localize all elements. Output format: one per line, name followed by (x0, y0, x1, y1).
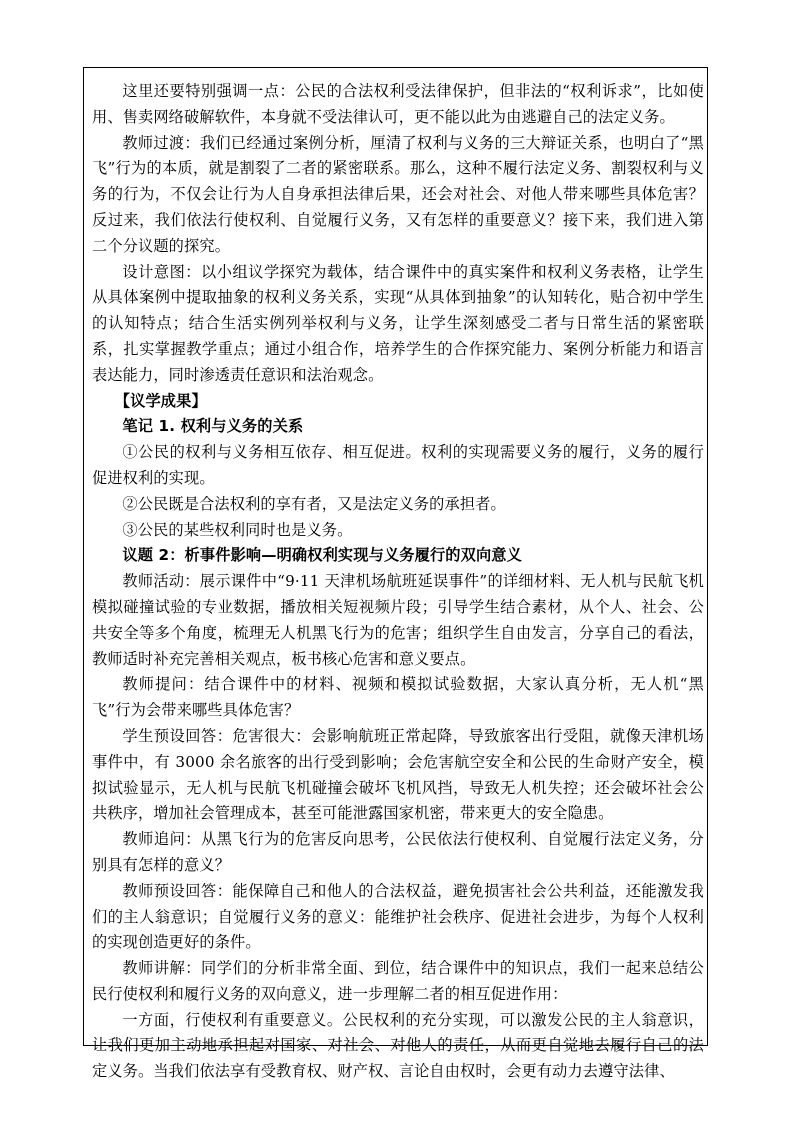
paragraph-emphasis: 这里还要特别强调一点：公民的合法权利受法律保护，但非法的“权利诉求”，比如使用、售卖网络破解软件，本身就不受法律认可，更不能以此为由逃避自己的法定义务。 (92, 82, 704, 126)
paragraph-teacher-question: 教师提问：结合课件中的材料、视频和模拟试验数据，大家认真分析，无人机“黑飞”行为会带来哪些具体危害？ (92, 675, 704, 720)
paragraph-design-intent: 设计意图：以小组议学探究为载体，结合课件中的真实案件和权利义务表格，让学生从具体案例中提取抽象的权利义务关系，实现“从具体到抽象”的认知转化，贴合初中学生的认知特点；结合生活实例列举权利与义务，让学生深刻感受二者与日常生活的紧密联系，扎实掌握教学重点；通过小组合作，培养学生的合作探究能力、案例分析能力和语言表达能力，同时渗透责任意识和法治观念。 (92, 262, 704, 384)
paragraph-rights-significance: 一方面，行使权利有重要意义。公民权利的充分实现，可以激发公民的主人翁意识，让我们更加主动地承担起对国家、对社会、对他人的责任，从而更自觉地去履行自己的法定义务。当我们依法享有受教育权、财产权、言论自由权时，会更有动力去遵守法律、 (92, 1010, 704, 1081)
heading-note-1: 笔记 1. 权利与义务的关系 (122, 417, 304, 436)
paragraph-teacher-transition: 教师过渡：我们已经通过案例分析，厘清了权利与义务的三大辩证关系，也明白了“黑飞”行为的本质，就是割裂了二者的紧密联系。那么，这种不履行法定义务、割裂权利与义务的行为，不仅会让行为人自身承担法律后果，还会对社会、对他人带来哪些具体危害？反过来，我们依法行使权利、自觉履行义务，又有怎样的重要意义？接下来，我们进入第二个分议题的探究。 (92, 133, 704, 255)
heading-results: 【议学成果】 (114, 391, 207, 410)
paragraph-teacher-preset-answer: 教师预设回答：能保障自己和他人的合法权益，避免损害社会公共利益，还能激发我们的主人翁意识；自觉履行义务的意义：能维护社会秩序、促进社会进步，为每个人权利的实现创造更好的条件。 (92, 881, 704, 952)
paragraph-student-answer: 学生预设回答：危害很大：会影响航班正常起降，导致旅客出行受阻，就像天津机场事件中，有 3000 余名旅客的出行受到影响；会危害航空安全和公民的生命财产安全，模拟试验显示，无人机与民航飞机碰撞会破坏飞机风挡，导致无人机失控；还会破坏社会公共秩序，增加社会管理成本，甚至可能泄露国家机密，带来更大的安全隐患。 (92, 726, 704, 823)
document-body (92, 79, 704, 1085)
paragraph-teacher-follow-up: 教师追问：从黑飞行为的危害反向思考，公民依法行使权利、自觉履行法定义务，分别具有怎样的意义？ (92, 830, 704, 874)
paragraph-note-point-1: ①公民的权利与义务相互依存、相互促进。权利的实现需要义务的履行，义务的履行促进权利的实现。 (92, 443, 704, 487)
paragraph-note-point-3: ③公民的某些权利同时也是义务。 (122, 520, 353, 539)
paragraph-teacher-explanation: 教师讲解：同学们的分析非常全面、到位，结合课件中的知识点，我们一起来总结公民行使权利和履行义务的双向意义，进一步理解二者的相互促进作用： (92, 959, 704, 1003)
heading-topic-2: 议题 2：析事件影响—明确权利实现与义务履行的双向意义 (122, 546, 522, 565)
paragraph-teacher-activity: 教师活动：展示课件中“9·11 天津机场航班延误事件”的详细材料、无人机与民航飞机模拟碰撞试验的专业数据，播放相关短视频片段；引导学生结合素材，从个人、社会、公共安全等多个角度，梳理无人机黑飞行为的危害；组织学生自由发言，分享自己的看法，教师适时补充完善相关观点，板书核心危害和意义要点。 (92, 572, 704, 668)
paragraph-note-point-2: ②公民既是合法权利的享有者，又是法定义务的承担者。 (122, 494, 506, 513)
